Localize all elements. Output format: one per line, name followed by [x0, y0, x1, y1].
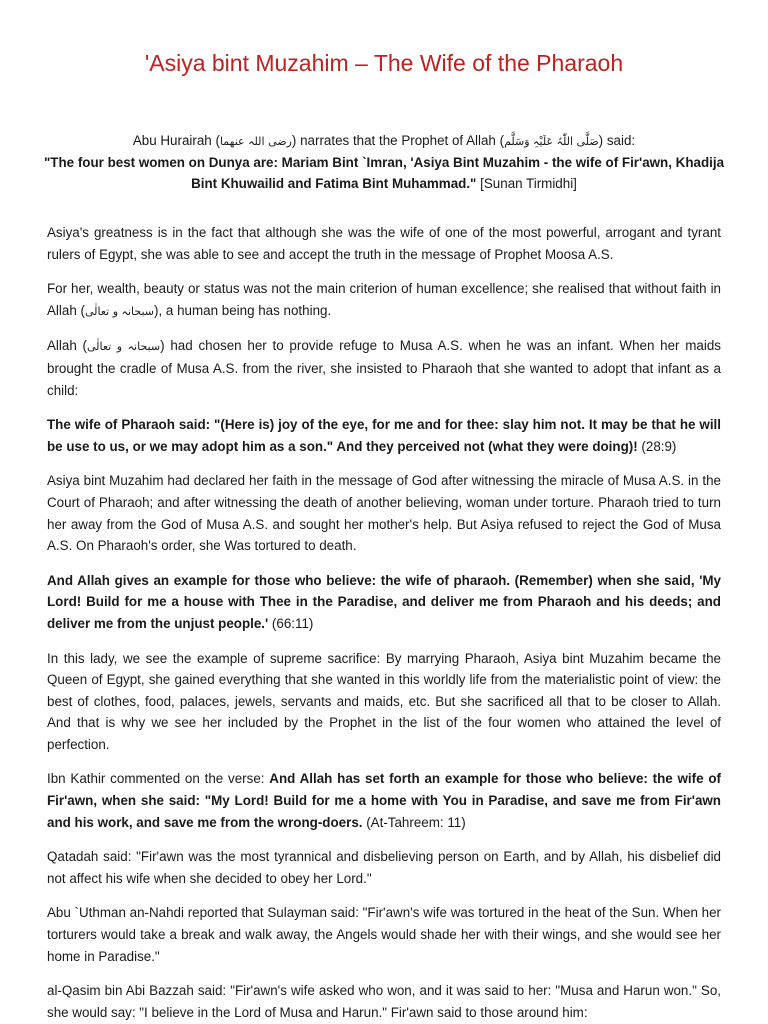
document-title: 'Asiya bint Muzahim – The Wife of the Pharaoh: [144, 50, 624, 76]
paragraph-greatness: Asiya's greatness is in the fact that although she was the wife of one of the most powerful, arrogant and tyrant rulers of Egypt, she was able to see and accept the truth in the message of Prophet Moosa A.S.: [47, 225, 721, 262]
hadith-intro: [40, 130, 728, 152]
paragraph-declaration: Asiya bint Muzahim had declared her faith in the message of God after witnessing the miracle of Musa A.S. in the Court of Pharaoh; and after witnessing the death of another believing, woman under torture. Pharaoh tried to turn her away from the God of Musa A.S. and sought her mother's help. But Asiya refused to reject the God of Musa A.S. On Pharaoh's order, she Was tortured to death.: [47, 473, 721, 554]
paragraph-faith: [47, 278, 721, 322]
hadith-quote-line: [40, 152, 728, 194]
paragraph-refuge-text-b: ) had chosen her to provide refuge to Musa A.S. when he was an infant. When her maids brought the cradle of Musa A.S. from the river, she insisted to Pharaoh that she wanted to adopt that infant as a child:: [47, 338, 721, 398]
hadith-source: [Sunan Tirmidhi]: [476, 176, 577, 191]
quran-quote-text: The wife of Pharaoh said: "(Here is) joy of the eye, for me and for thee: slay him not. It may be that he will be use to us, or we may adopt him as a son." And they perceived not (what they were doing)!: [47, 417, 721, 454]
arabic-glorification: سبحانہ و تعالٰی: [87, 340, 161, 354]
paragraph-abu-uthman: Abu `Uthman an-Nahdi reported that Sulayman said: "Fir'awn's wife was tortured in the heat of the Sun. When her torturers would take a break and walk away, the Angels would shade her with their wings, and she would see her home in Paradise.": [47, 905, 721, 964]
arabic-honorific-prophet: صَلَّی اللّٰہُ عَلَیْہِ وَسَلَّم: [504, 135, 599, 148]
quran-quote-text: And Allah has set forth an example for those who believe: the wife of Fir'awn, when she said: "My Lord! Build for me a home with You in Paradise, and save me from Fir'awn and his work, and save me from the wrong-doers.: [47, 771, 721, 830]
hadith-block: [40, 130, 728, 194]
hadith-intro-c: ) said:: [598, 133, 636, 148]
hadith-quote: "The four best women on Dunya are: Mariam Bint `Imran, 'Asiya Bint Muzahim - the wife of Fir'awn, Khadija Bint Khuwailid and Fatima Bint Muhammad.": [43, 155, 725, 191]
verse-reference: (At-Tahreem: 11): [362, 814, 466, 830]
paragraph-refuge-text-a: Allah (: [47, 338, 87, 354]
quran-quote-66-11: [47, 570, 721, 635]
arabic-honorific-companion: رضی اللہ عنھما: [219, 135, 292, 148]
paragraph-sacrifice: In this lady, we see the example of supreme sacrifice: By marrying Pharaoh, Asiya bint Muzahim became the Queen of Egypt, she gained everything that she wanted in this worldly life from the materialistic point of view: the best of clothes, food, palaces, jewels, servants and maids, etc. But she sacrificed all that to be closer to Allah. And that is why we see her included by the Prophet in the list of the four women who attained the level of perfection.: [47, 650, 721, 752]
verse-reference: (28:9): [637, 438, 677, 454]
ibn-kathir-intro: Ibn Kathir commented on the verse:: [47, 771, 270, 787]
paragraph-qatadah: Qatadah said: "Fir'awn was the most tyrannical and disbelieving person on Earth, and by Allah, his disbelief did not affect his wife when she decided to obey her Lord.": [47, 849, 721, 886]
quran-quote-text: And Allah gives an example for those who believe: the wife of pharaoh. (Remember) when she said, 'My Lord! Build for me a house with Thee in the Paradise, and deliver me from Pharaoh and his deeds; and deliver me from the unjust people.': [47, 572, 721, 631]
body-text: [47, 222, 721, 1024]
hadith-intro-a: Abu Hurairah (: [132, 133, 220, 148]
paragraph-faith-text-a: For her, wealth, beauty or status was not the main criterion of human excellence; she realised that without faith in Allah (: [47, 281, 721, 318]
paragraph-faith-text-b: ), a human being has nothing.: [154, 302, 332, 318]
paragraph-refuge: [47, 335, 721, 401]
hadith-intro-b: ) narrates that the Prophet of Allah (: [291, 133, 505, 148]
arabic-glorification: سبحانہ و تعالٰی: [84, 304, 155, 318]
paragraph-ibn-kathir: [47, 768, 721, 833]
quran-quote-28-9: [47, 414, 721, 457]
paragraph-al-qasim: al-Qasim bin Abi Bazzah said: "Fir'awn's wife asked who won, and it was said to her: "Musa and Harun won." So, she would say: "I believe in the Lord of Musa and Harun." Fir'awn said to those around him:: [47, 983, 721, 1020]
verse-reference: (66:11): [268, 615, 314, 631]
